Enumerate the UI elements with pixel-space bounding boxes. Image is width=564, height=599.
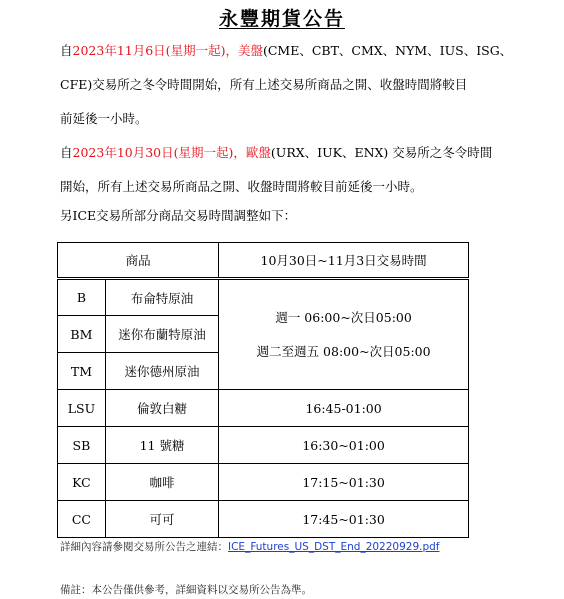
- header-product: 商品: [58, 243, 219, 279]
- prefix-text: 自: [60, 43, 73, 58]
- table-row: [58, 501, 469, 538]
- paragraph-line: CFE)交易所之冬令時間開始，所有上述交易所商品之開、收盤時間將較目: [60, 77, 468, 92]
- product-name: 迷你德州原油: [105, 353, 218, 390]
- paragraph-line: 前延後一小時。: [60, 111, 148, 126]
- merged-trading-time: [219, 279, 469, 390]
- details-prefix: 詳細內容請參閱交易所公告之連結：: [60, 541, 228, 553]
- paragraph-line: [60, 34, 530, 68]
- paragraph-line: 開始，所有上述交易所商品之開、收盤時間將較目前延後一小時。: [60, 179, 423, 194]
- eu-effective-date: 2023年10月30日(星期一起)，歐盤: [72, 145, 271, 160]
- product-code: BM: [58, 316, 106, 353]
- product-code: SB: [58, 427, 106, 464]
- product-code: CC: [58, 501, 106, 538]
- product-name: 11 號糖: [105, 427, 218, 464]
- header-time: 10月30日~11月3日交易時間: [219, 243, 469, 279]
- ice-intro: 另ICE交易所部分商品交易時間調整如下：: [60, 208, 297, 223]
- trading-time: 17:45~01:30: [219, 501, 469, 538]
- trading-time: 17:15~01:30: [219, 464, 469, 501]
- time-monday: 週一 06:00~次日05:00: [275, 309, 412, 325]
- title-text: 永豐期貨公告: [218, 8, 345, 30]
- paragraph-us-markets: [60, 34, 530, 136]
- product-code: KC: [58, 464, 106, 501]
- disclaimer: 備註：本公告僅供參考，詳細資料以交易所公告為準。: [60, 584, 312, 596]
- details-note: [60, 539, 440, 554]
- product-name: 倫敦白糖: [105, 390, 218, 427]
- product-code: TM: [58, 353, 106, 390]
- time-tue-fri: 週二至週五 08:00~次日05:00: [256, 343, 431, 359]
- table-row: [58, 390, 469, 427]
- table-row: [58, 427, 469, 464]
- eu-exchange-list: (URX、IUK、ENX) 交易所之冬令時間: [270, 145, 493, 160]
- product-name: 可可: [105, 501, 218, 538]
- table-header-row: [58, 243, 469, 279]
- prefix-text: 自: [60, 145, 73, 160]
- announcement-title: [0, 4, 564, 31]
- us-effective-date: 2023年11月6日(星期一起)，美盤: [72, 43, 263, 58]
- product-name: 咖啡: [105, 464, 218, 501]
- us-exchange-list: (CME、CBT、CMX、NYM、IUS、ISG、: [262, 43, 513, 58]
- trading-time: 16:45-01:00: [219, 390, 469, 427]
- table-row: [58, 279, 469, 316]
- trading-time: 16:30~01:00: [219, 427, 469, 464]
- product-name: 迷你布蘭特原油: [105, 316, 218, 353]
- product-code: B: [58, 279, 106, 316]
- product-name: 布侖特原油: [105, 279, 218, 316]
- trading-hours-table: [57, 242, 469, 538]
- table-row: [58, 464, 469, 501]
- product-code: LSU: [58, 390, 106, 427]
- ice-notice-link[interactable]: ICE_Futures_US_DST_End_20220929.pdf: [228, 541, 440, 553]
- paragraph-line: [60, 136, 530, 170]
- paragraph-eu-markets: [60, 136, 530, 204]
